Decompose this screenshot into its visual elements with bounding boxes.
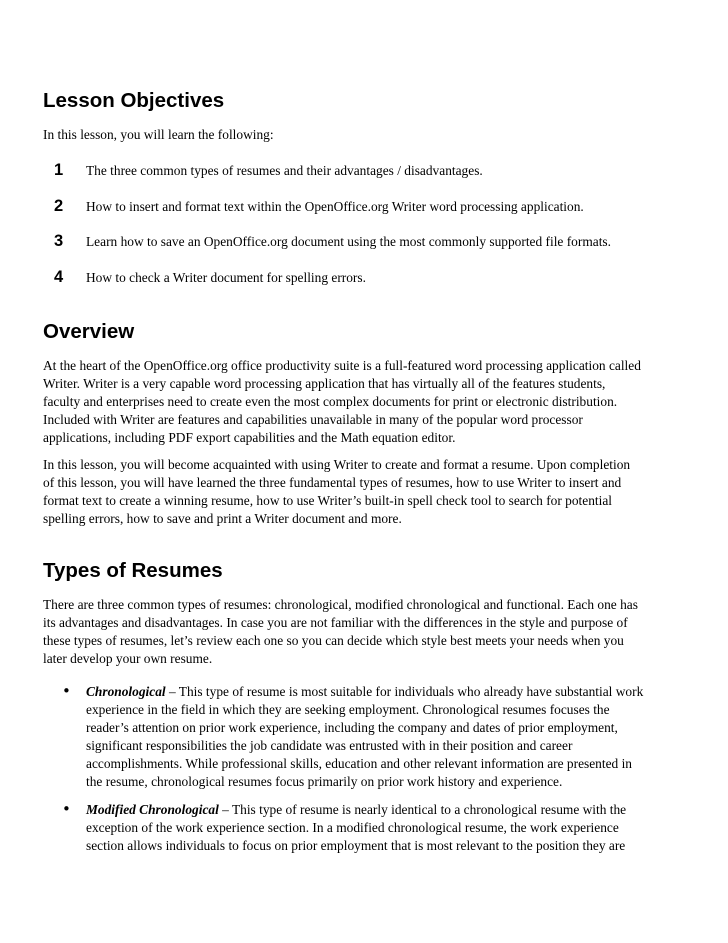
resume-type-description: – This type of resume is nearly identical to a chronological resume with the exception of the work experience section. In a modified chronological resume, the work experience section allows individuals to focus on prior employment that is most relevant to the position they are [86,802,627,853]
types-of-resumes-intro: There are three common types of resumes: chronological, modified chronological and functional. Each one has its advantages and disadvantages. In case you are not familiar with the differences in the style and purpose of these types of resumes, let’s review each one so you can decide which style best meets your needs when you later develop your own resume. [43,597,638,666]
overview-paragraph-2: In this lesson, you will become acquainted with using Writer to create and format a resume. Upon completion of this lesson, you will have learned the three fundamental types of resumes, how to use Writer to insert and format text to create a winning resume, how to use Writer’s built-in spell check tool to search for potential spelling errors, how to save and print a Writer document and more. [43,457,631,526]
resume-type-description: – This type of resume is most suitable for individuals who already have substantial work experience in the field in which they are seeking employment. Chronological resumes focuses the reader’s attention on prior work experience, including the company and dates of prior employment, significant responsibilities the job candidate was entrusted with in their position and career accomplishments. While professional skills, education and other relevant information are presented in the resume, chronological resumes focus primarily on prior work history and experience. [86,684,644,789]
lesson-objectives-heading: Lesson Objectives [43,89,225,112]
bullet-text [86,801,696,855]
objective-text: How to check a Writer document for spelling errors. [86,270,366,285]
bullet-icon: • [62,682,71,700]
types-of-resumes-heading: Types of Resumes [43,559,223,582]
bullet-text [86,683,696,791]
objective-number: 3 [54,232,64,250]
objective-text: The three common types of resumes and their advantages / disadvantages. [86,163,483,178]
bullet-icon: • [62,800,71,818]
lesson-objectives-intro: In this lesson, you will learn the following: [43,127,274,142]
resume-type-term: Chronological [86,684,166,699]
objective-number: 1 [54,161,64,179]
objective-number: 2 [54,197,64,215]
overview-heading: Overview [43,320,135,343]
overview-paragraph-1: At the heart of the OpenOffice.org office productivity suite is a full-featured word processing application called Writer. Writer is a very capable word processing application that has virtually all of the features students, faculty and enterprises need to create even the most complex documents for print or electronic distribution. Included with Writer are features and capabilities unavailable in many of the popular word processor applications, including PDF export capabilities and the Math equation editor. [43,358,641,445]
resume-type-term: Modified Chronological [86,802,219,817]
objective-text: Learn how to save an OpenOffice.org document using the most commonly supported file formats. [86,234,611,249]
objective-text: How to insert and format text within the OpenOffice.org Writer word processing application. [86,199,584,214]
objective-number: 4 [54,268,64,286]
